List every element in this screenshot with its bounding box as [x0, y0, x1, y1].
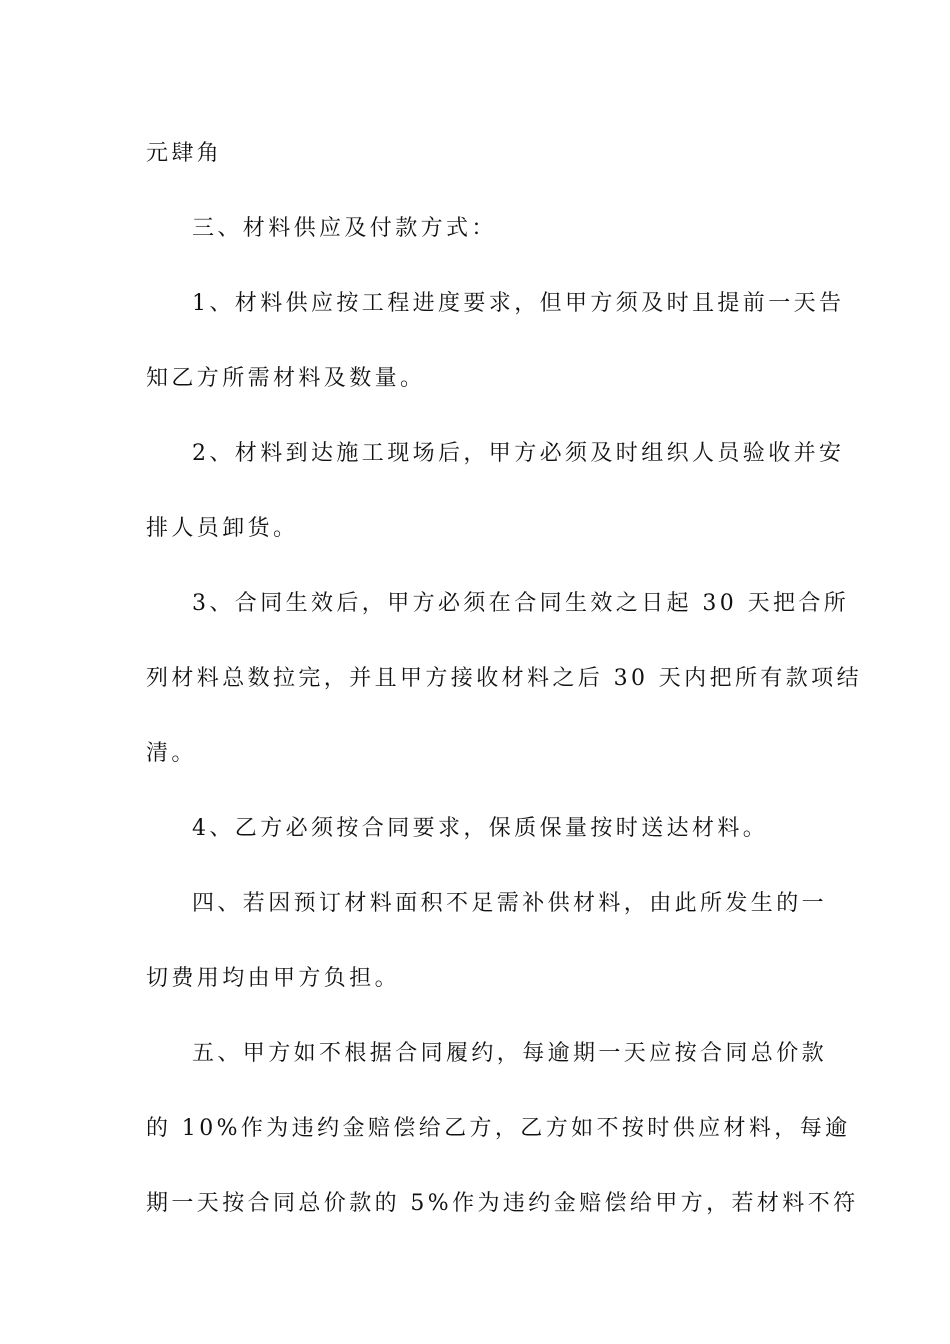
section-4-line-1: 四、若因预订材料面积不足需补供材料，由此所发生的一: [192, 891, 828, 916]
clause-2-line-1: 2、材料到达施工现场后，甲方必须及时组织人员验收并安: [192, 441, 845, 466]
clause-3-line-3: 清。: [146, 741, 197, 766]
section-5-line-3: 期一天按合同总价款的 5%作为违约金赔偿给甲方，若材料不符: [146, 1191, 859, 1216]
clause-2-line-2: 排人员卸货。: [146, 516, 299, 541]
clause-1-line-1: 1、材料供应按工程进度要求，但甲方须及时且提前一天告: [192, 291, 845, 316]
text-line-1: 元肆角: [146, 141, 223, 166]
clause-1-line-2: 知乙方所需材料及数量。: [146, 366, 426, 391]
clause-3-line-2: 列材料总数拉完，并且甲方接收材料之后 30 天内把所有款项结: [146, 666, 862, 691]
section-5-line-1: 五、甲方如不根据合同履约，每逾期一天应按合同总价款: [192, 1041, 828, 1066]
clause-4-line-1: 4、乙方必须按合同要求，保质保量按时送达材料。: [192, 816, 769, 841]
section-5-line-2: 的 10%作为违约金赔偿给乙方，乙方如不按时供应材料，每逾: [146, 1116, 851, 1141]
clause-3-line-1: 3、合同生效后，甲方必须在合同生效之日起 30 天把合所: [192, 591, 850, 616]
section-4-line-2: 切费用均由甲方负担。: [146, 966, 401, 991]
section-heading-3: 三、材料供应及付款方式：: [192, 216, 497, 241]
